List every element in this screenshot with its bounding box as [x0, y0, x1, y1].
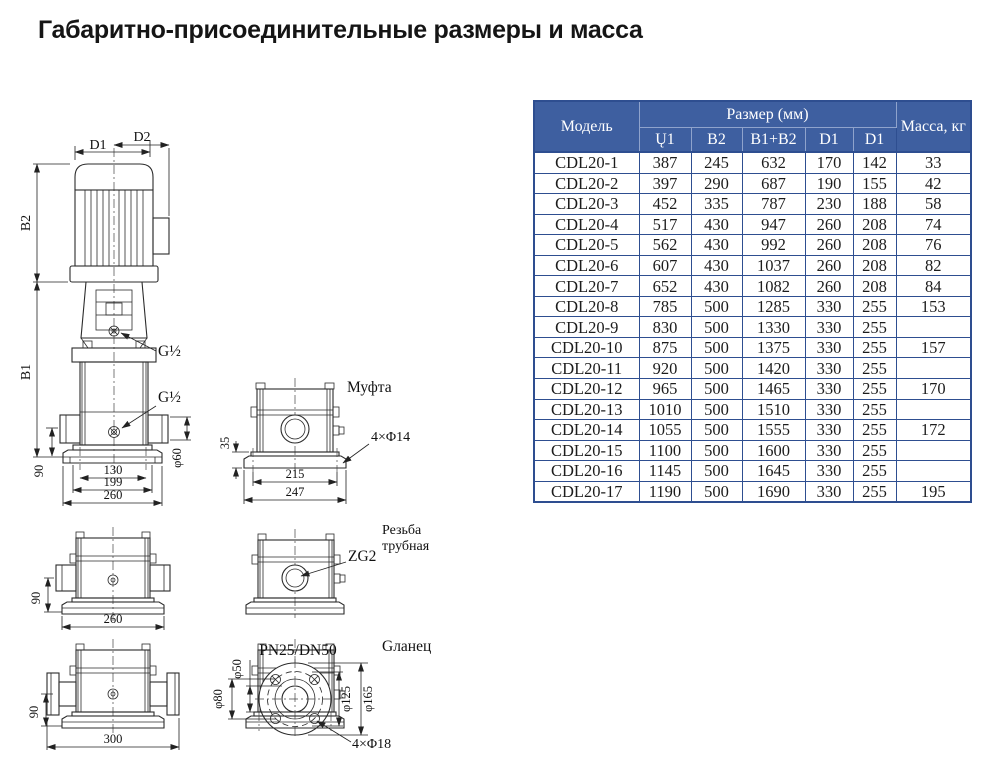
cell-value: 255	[853, 379, 896, 400]
cell-value: 260	[805, 255, 853, 276]
cell-value: 255	[853, 461, 896, 482]
table-row	[534, 461, 971, 482]
cell-value: 1510	[742, 399, 805, 420]
cell-value: 632	[742, 152, 805, 173]
cell-mass: 195	[896, 481, 971, 502]
coupling-title: Муфта	[347, 379, 392, 396]
cell-value: 330	[805, 481, 853, 502]
cell-value: 1690	[742, 481, 805, 502]
cell-value: 517	[639, 214, 691, 235]
table-row	[534, 214, 971, 235]
cell-model: CDL20-11	[534, 358, 639, 379]
cell-model: CDL20-12	[534, 379, 639, 400]
thread-front-drawing	[246, 523, 430, 618]
table-row	[534, 420, 971, 441]
cell-value: 965	[639, 379, 691, 400]
table-row	[534, 399, 971, 420]
flange-caption: Gланец	[382, 638, 432, 655]
cell-value: 500	[691, 296, 742, 317]
cell-value: 255	[853, 481, 896, 502]
cell-value: 947	[742, 214, 805, 235]
cell-value: 920	[639, 358, 691, 379]
cell-value: 562	[639, 235, 691, 256]
cell-mass: 172	[896, 420, 971, 441]
cell-mass: 33	[896, 152, 971, 173]
dim-label-b2: B2	[19, 214, 34, 232]
cell-mass: 76	[896, 235, 971, 256]
cell-value: 1010	[639, 399, 691, 420]
table-header	[534, 101, 971, 152]
cell-value: 1330	[742, 317, 805, 338]
dim-label-90: 90	[27, 705, 41, 719]
cell-value: 687	[742, 173, 805, 194]
cell-value: 330	[805, 440, 853, 461]
cell-value: 1037	[742, 255, 805, 276]
table-body	[534, 152, 971, 502]
cell-value: 1420	[742, 358, 805, 379]
cell-value: 430	[691, 214, 742, 235]
cell-model: CDL20-8	[534, 296, 639, 317]
dim-label-phi125: φ125	[339, 686, 353, 712]
motor-outline	[70, 164, 169, 282]
cell-value: 500	[691, 399, 742, 420]
cell-value: 330	[805, 296, 853, 317]
cell-value: 335	[691, 194, 742, 215]
cell-value: 255	[853, 420, 896, 441]
flange-side-drawing	[27, 639, 179, 750]
cell-value: 255	[853, 337, 896, 358]
cell-mass	[896, 317, 971, 338]
cell-value: 1285	[742, 296, 805, 317]
table-row	[534, 235, 971, 256]
terminal-box	[153, 218, 169, 254]
cell-value: 397	[639, 173, 691, 194]
cell-value: 255	[853, 358, 896, 379]
header-mass: Масса, кг	[896, 101, 971, 152]
cell-value: 607	[639, 255, 691, 276]
cell-mass: 42	[896, 173, 971, 194]
cell-value: 830	[639, 317, 691, 338]
cell-value: 500	[691, 337, 742, 358]
table-row	[534, 152, 971, 173]
cell-value: 230	[805, 194, 853, 215]
table-row	[534, 358, 971, 379]
dim-label-phi165: φ165	[361, 686, 375, 712]
header-size-group: Размер (мм)	[639, 101, 896, 128]
flange-front-drawing	[211, 638, 431, 752]
cell-model: CDL20-9	[534, 317, 639, 338]
cell-model: CDL20-15	[534, 440, 639, 461]
cell-value: 330	[805, 317, 853, 338]
cell-model: CDL20-1	[534, 152, 639, 173]
dim-label-215: 215	[285, 467, 305, 481]
cell-model: CDL20-3	[534, 194, 639, 215]
dim-label-300: 300	[103, 732, 123, 746]
cell-value: 452	[639, 194, 691, 215]
cell-mass	[896, 440, 971, 461]
cell-value: 785	[639, 296, 691, 317]
cell-value: 330	[805, 337, 853, 358]
cell-value: 1100	[639, 440, 691, 461]
dim-label-phi50: φ50	[230, 659, 244, 679]
cell-model: CDL20-13	[534, 399, 639, 420]
cell-value: 387	[639, 152, 691, 173]
cell-value: 500	[691, 481, 742, 502]
cell-mass: 74	[896, 214, 971, 235]
cell-value: 260	[805, 214, 853, 235]
table-row	[534, 296, 971, 317]
cell-value: 500	[691, 317, 742, 338]
header-col-u1: Ų1	[639, 128, 691, 153]
cell-mass: 157	[896, 337, 971, 358]
cell-value: 992	[742, 235, 805, 256]
cell-mass: 58	[896, 194, 971, 215]
table-row	[534, 317, 971, 338]
dim-label-phi80: φ80	[211, 689, 225, 709]
cell-value: 1145	[639, 461, 691, 482]
cell-value: 652	[639, 276, 691, 297]
header-model: Модель	[534, 101, 639, 152]
dim-label-90: 90	[29, 591, 43, 605]
cell-mass: 153	[896, 296, 971, 317]
cell-value: 170	[805, 152, 853, 173]
page-title: Габаритно-присоединительные размеры и масса	[38, 16, 643, 44]
table-row	[534, 173, 971, 194]
dim-label-247: 247	[285, 485, 305, 499]
table-row	[534, 379, 971, 400]
coupling-drawing	[218, 378, 410, 504]
thread-caption-line2: трубная	[382, 539, 430, 554]
header-col-d1a: D1	[805, 128, 853, 153]
cell-value: 500	[691, 461, 742, 482]
g-half-top-label: G½	[158, 343, 181, 360]
cell-value: 1600	[742, 440, 805, 461]
cell-value: 188	[853, 194, 896, 215]
cell-value: 208	[853, 235, 896, 256]
cell-mass: 170	[896, 379, 971, 400]
header-col-d1b: D1	[853, 128, 896, 153]
cell-value: 255	[853, 296, 896, 317]
table-row	[534, 337, 971, 358]
cell-value: 500	[691, 420, 742, 441]
cell-value: 500	[691, 440, 742, 461]
cell-value: 208	[853, 214, 896, 235]
cell-value: 1082	[742, 276, 805, 297]
cell-value: 155	[853, 173, 896, 194]
cell-value: 1375	[742, 337, 805, 358]
zg2-label: ZG2	[348, 548, 377, 565]
table-row	[534, 255, 971, 276]
cell-value: 330	[805, 461, 853, 482]
main-assembly-drawing	[19, 130, 191, 506]
cell-model: CDL20-17	[534, 481, 639, 502]
cell-value: 1555	[742, 420, 805, 441]
cell-mass	[896, 399, 971, 420]
cell-model: CDL20-14	[534, 420, 639, 441]
dim-label-130: 130	[103, 463, 123, 477]
dim-label-35: 35	[218, 436, 232, 450]
table-row	[534, 481, 971, 502]
cell-value: 1190	[639, 481, 691, 502]
cell-model: CDL20-5	[534, 235, 639, 256]
header-col-b1b2: B1+B2	[742, 128, 805, 153]
cell-value: 330	[805, 420, 853, 441]
cell-value: 260	[805, 276, 853, 297]
dim-label-260: 260	[103, 488, 123, 502]
cell-value: 255	[853, 317, 896, 338]
cell-mass	[896, 358, 971, 379]
table-row	[534, 276, 971, 297]
cell-value: 500	[691, 379, 742, 400]
cell-value: 1465	[742, 379, 805, 400]
cell-value: 430	[691, 276, 742, 297]
cell-value: 190	[805, 173, 853, 194]
table-row	[534, 440, 971, 461]
cell-model: CDL20-7	[534, 276, 639, 297]
cell-value: 500	[691, 358, 742, 379]
cell-value: 255	[853, 399, 896, 420]
discharge-flange	[167, 673, 179, 715]
cell-value: 430	[691, 255, 742, 276]
cell-value: 787	[742, 194, 805, 215]
dim-label-d1: D1	[89, 138, 107, 153]
cell-value: 1055	[639, 420, 691, 441]
cell-value: 208	[853, 255, 896, 276]
cell-model: CDL20-6	[534, 255, 639, 276]
coupling-holes-label: 4×Φ14	[371, 430, 411, 445]
table-row	[534, 194, 971, 215]
cell-model: CDL20-2	[534, 173, 639, 194]
cell-value: 290	[691, 173, 742, 194]
dim-label-90: 90	[32, 464, 46, 478]
header-col-b2: B2	[691, 128, 742, 153]
thread-side-drawing	[29, 527, 170, 630]
cell-value: 260	[805, 235, 853, 256]
dim-label-phi60: φ60	[170, 448, 184, 468]
cell-value: 330	[805, 399, 853, 420]
cell-value: 330	[805, 358, 853, 379]
dim-label-199: 199	[103, 475, 123, 489]
flange-holes-label: 4×Φ18	[352, 737, 392, 752]
thread-caption-line1: Резьба	[382, 523, 422, 538]
g-half-bottom-label: G½	[158, 389, 181, 406]
dimensions-table	[533, 100, 972, 503]
cell-mass: 82	[896, 255, 971, 276]
cell-value: 255	[853, 440, 896, 461]
dim-label-260: 260	[103, 612, 123, 626]
cell-model: CDL20-10	[534, 337, 639, 358]
cell-value: 245	[691, 152, 742, 173]
cell-model: CDL20-4	[534, 214, 639, 235]
cell-value: 208	[853, 276, 896, 297]
dim-label-b1: B1	[19, 363, 34, 381]
cell-value: 875	[639, 337, 691, 358]
cell-mass: 84	[896, 276, 971, 297]
cell-mass	[896, 461, 971, 482]
cell-value: 1645	[742, 461, 805, 482]
cell-value: 142	[853, 152, 896, 173]
pn-dn-label: PN25/DN50	[259, 642, 337, 659]
discharge-port	[148, 415, 168, 443]
cell-model: CDL20-16	[534, 461, 639, 482]
suction-port	[60, 415, 80, 443]
dim-label-d2: D2	[133, 130, 151, 145]
cell-value: 430	[691, 235, 742, 256]
cell-value: 330	[805, 379, 853, 400]
